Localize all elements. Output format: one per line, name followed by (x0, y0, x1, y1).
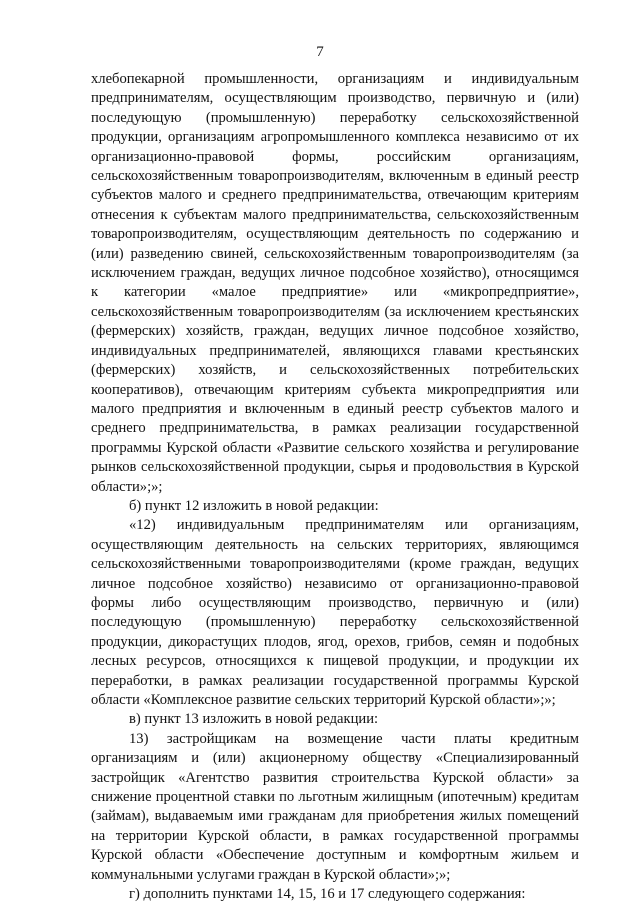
paragraph-point-13: 13) застройщикам на возмещение части платы кредитным организациям и (или) акционерному обществу «Специализированный застройщик «Агентство развития строительства Курской области» за снижение процентной ставки по льготным жилищным (ипотечным) кредитам (займам), выдаваемым ими гражданам для приобретения жилых помещений на территории Курской области, в рамках государственной программы Курской области «Обеспечение доступным и комфортным жильем и коммунальными услугами граждан в Курской области»;»; (91, 730, 579, 883)
page-number: 7 (316, 44, 324, 60)
paragraph-item-v: в) пункт 13 изложить в новой редакции: (129, 711, 379, 728)
paragraph-continuation: хлебопекарной промышленности, организациям и индивидуальным предпринимателям, осуществляющим производство, первичную и (или) последующую (промышленную) переработку сельскохозяйственной продукции, организациям агропромышленного комплекса независимо от их организационно-правовой формы, российским организациям, сельскохозяйственным товаропроизводителям, включенным в единый реестр субъектов малого и среднего предпринимательства, отвечающим критериям отнесения к субъектам малого предпринимательства, сельскохозяйственным товаропроизводителям, осуществляющим деятельность по содержанию и (или) разведению свиней, сельскохозяйственным товаропроизводителям (за исключением граждан, ведущих личное подсобное хозяйство), относящимся к категории «малое предприятие» или «микропредприятие», сельскохозяйственным товаропроизводителям (за исключением крестьянских (фермерских) хозяйств, граждан, ведущих личное подсобное хозяйство, индивидуальных предпринимателей, являющихся главами крестьянских (фермерских) хозяйств, и сельскохозяйственных потребительских кооперативов), отвечающим критериям субъекта микропредприятия или малого предприятия и включенным в единый реестр субъектов малого и среднего предпринимательства, в рамках реализации государственной программы Курской области «Развитие сельского хозяйства и регулирование рынков сельскохозяйственной продукции, сырья и продовольствия в Курской области»;»; (91, 71, 579, 495)
paragraph-item-g: г) дополнить пунктами 14, 15, 16 и 17 следующего содержания: (129, 886, 526, 903)
paragraph-item-b: б) пункт 12 изложить в новой редакции: (129, 497, 379, 514)
document-body (91, 70, 579, 904)
paragraph-point-12: «12) индивидуальным предпринимателям или организациям, осуществляющим деятельность на сельских территориях, являющимся сельскохозяйственными товаропроизводителями (кроме граждан, ведущих личное подсобное хозяйство) независимо от организационно-правовой формы либо осуществляющим производство, первичную и (или) последующую (промышленную) переработку сельскохозяйственной продукции, дикорастущих плодов, ягод, орехов, грибов, семян и подобных лесных ресурсов, относящихся к пищевой продукции, и продукции их переработки, в рамках реализации государственной программы Курской области «Комплексное развитие сельских территорий Курской области»;»; (91, 517, 579, 708)
